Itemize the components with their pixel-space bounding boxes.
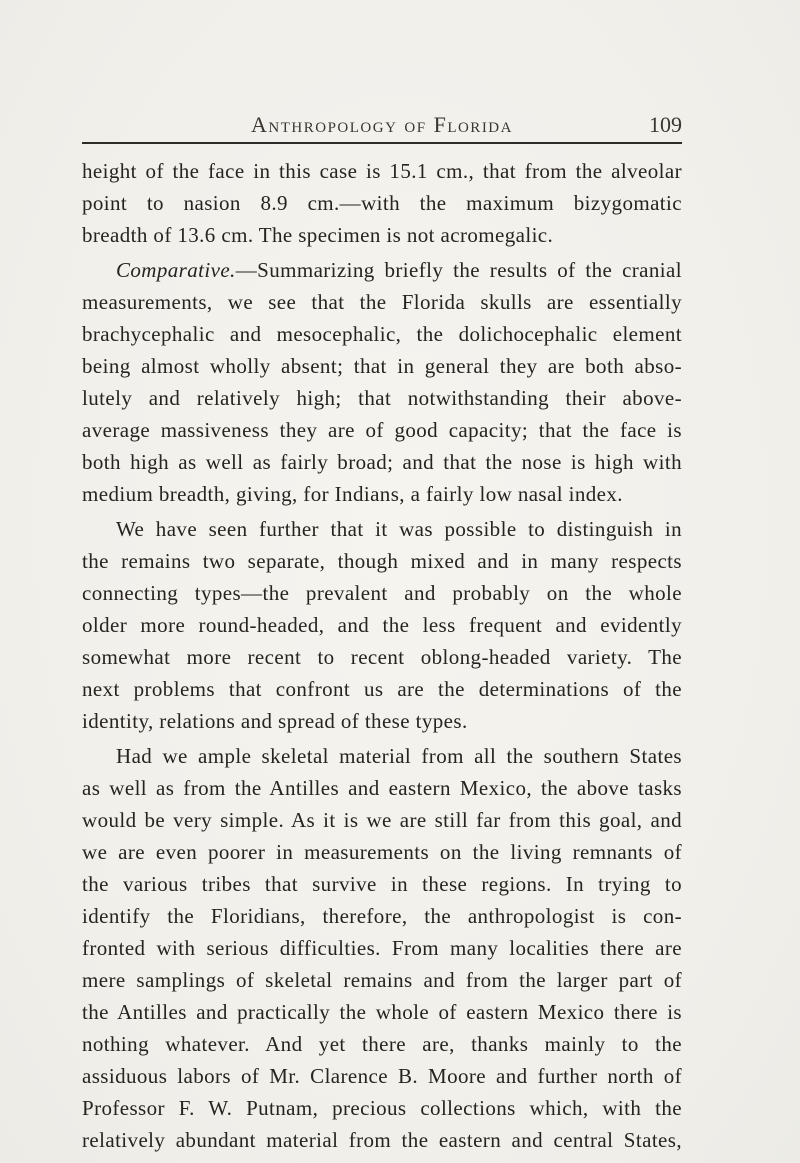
text-line: mere samplings of skeletal remains and from the larger part of <box>82 968 682 992</box>
text-line: the Antilles and practically the whole of eastern Mexico there is <box>82 1000 682 1024</box>
text-line: relatively abundant material from the eastern and central States, <box>82 1128 682 1152</box>
page-number: 109 <box>649 112 682 137</box>
text-line: medium breadth, giving, for Indians, a fairly low nasal index. <box>82 482 623 506</box>
text-line: we are even poorer in measurements on the living remnants of <box>82 840 682 864</box>
paragraph <box>82 740 682 1156</box>
text-line: lutely and relatively high; that notwithstanding their above- <box>82 386 682 410</box>
text-line: average massiveness they are of good capacity; that the face is <box>82 418 682 442</box>
text-line: the various tribes that survive in these regions. In trying to <box>82 872 682 896</box>
running-title: Anthropology of Florida <box>251 112 513 137</box>
body-text <box>82 155 682 1156</box>
text-line: fronted with serious difficulties. From many localities there are <box>82 936 682 960</box>
text-line: point to nasion 8.9 cm.—with the maximum bizygomatic <box>82 191 682 215</box>
running-head <box>82 110 682 146</box>
paragraph <box>82 513 682 737</box>
text-line: nothing whatever. And yet there are, thanks mainly to the <box>82 1032 682 1056</box>
text-line: Professor F. W. Putnam, precious collections which, with the <box>82 1096 682 1120</box>
text-line: would be very simple. As it is we are still far from this goal, and <box>82 808 682 832</box>
text-line: somewhat more recent to recent oblong-headed variety. The <box>82 645 682 669</box>
text-line: height of the face in this case is 15.1 cm., that from the alveolar <box>82 159 682 183</box>
text-line: older more round-headed, and the less frequent and evidently <box>82 613 682 637</box>
text-line: connecting types—the prevalent and probably on the whole <box>82 581 682 605</box>
text-line: the remains two separate, though mixed and in many respects <box>82 549 682 573</box>
text-line: brachycephalic and mesocephalic, the dolichocephalic element <box>82 322 682 346</box>
text-line: as well as from the Antilles and eastern Mexico, the above tasks <box>82 776 682 800</box>
text-line: assiduous labors of Mr. Clarence B. Moore and further north of <box>82 1064 682 1088</box>
text-line: next problems that confront us are the determinations of the <box>82 677 682 701</box>
text-line: being almost wholly absent; that in general they are both abso- <box>82 354 682 378</box>
text-line <box>82 254 682 286</box>
text-line: We have seen further that it was possible to distinguish in <box>116 517 682 541</box>
text-line: breadth of 13.6 cm. The specimen is not acromegalic. <box>82 223 554 247</box>
text-line: identify the Floridians, therefore, the anthropologist is con- <box>82 904 682 928</box>
text-line: both high as well as fairly broad; and that the nose is high with <box>82 450 682 474</box>
text-line-rest: —Summarizing briefly the results of the cranial <box>235 258 682 282</box>
italic-lead: Comparative. <box>116 258 236 282</box>
text-line: Had we ample skeletal material from all the southern States <box>116 744 682 768</box>
paragraph <box>82 155 682 251</box>
header-rule <box>82 142 682 144</box>
text-line: identity, relations and spread of these types. <box>82 709 468 733</box>
paragraph <box>82 254 682 510</box>
text-line: measurements, we see that the Florida skulls are essentially <box>82 290 682 314</box>
